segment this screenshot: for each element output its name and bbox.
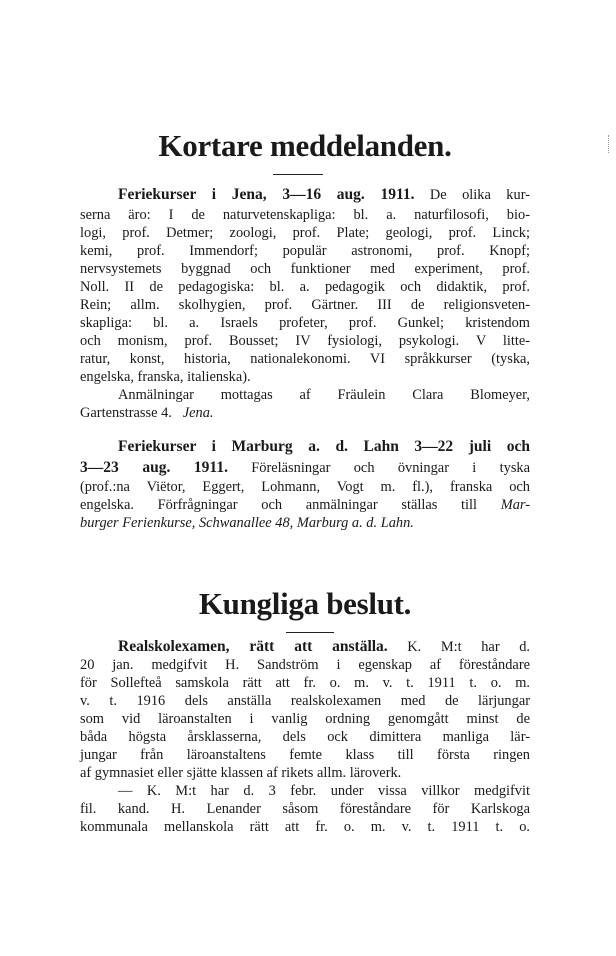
marburg-line-2: 3—23 aug. 1911. Föreläsningar och övningar i tyska: [80, 459, 530, 476]
page-edge-mark: [608, 135, 613, 153]
marburg-address-start: Mar-: [500, 497, 530, 513]
divider-rule: [286, 632, 334, 633]
real-line-8: af gymnasiet eller sjätte klassen af rikets allm. läroverk.: [80, 765, 402, 781]
real-line-6: båda högsta årsklasserna, dels ock dimittera manliga lär-: [80, 729, 530, 745]
real-title: Realskolexamen, rätt att anställa.: [118, 638, 388, 655]
jena-line-6: Noll. II de pedagogiska: bl. a. pedagogik och didaktik, prof.: [80, 279, 530, 295]
jena-line-10: ratur, konst, historia, nationalekonomi. VI språkkurser (tyska,: [80, 351, 530, 367]
divider-rule: [273, 174, 323, 175]
real-line-4: v. t. 1916 dels anställa realskolexamen med de lärjungar: [80, 693, 530, 709]
jena-line-3: logi, prof. Detmer; zoologi, prof. Plate; geologi, prof. Linck;: [80, 225, 530, 241]
jena-title: Feriekurser i Jena, 3—16 aug. 1911.: [118, 186, 415, 203]
real-line-5: som vid läroanstalten i vanlig ordning genomgått minst de: [80, 711, 530, 727]
heading-kortare-meddelanden: Kortare meddelanden.: [158, 128, 452, 163]
real-line-9: — K. M:t har d. 3 febr. under vissa villkor medgifvit: [118, 783, 530, 799]
heading-kungliga-beslut: Kungliga beslut.: [198, 586, 412, 621]
marburg-title-line-1: Feriekurser i Marburg a. d. Lahn 3—22 juli och: [118, 438, 530, 455]
real-line-10: fil. kand. H. Lenander såsom föreståndare för Karlskoga: [80, 801, 530, 817]
jena-line-7: Rein; allm. skolhygien, prof. Gärtner. III de religionsveten-: [80, 297, 530, 313]
real-line-1: Realskolexamen, rätt att anställa. K. M:t har d.: [118, 638, 530, 655]
real-line-11: kommunala mellanskola rätt att fr. o. m. v. t. 1911 t. o.: [80, 819, 530, 835]
jena-line-4: kemi, prof. Immendorf; populär astronomi, prof. Knopf;: [80, 243, 530, 259]
jena-line-11: engelska, franska, italienska).: [80, 369, 251, 385]
marburg-line-3: (prof.:na Viëtor, Eggert, Lohmann, Vogt m. fl.), franska och: [80, 479, 530, 495]
jena-line-8: skapliga: bl. a. Israels profeter, prof. Gunkel; kristendom: [80, 315, 530, 331]
marburg-title-line-2: 3—23 aug. 1911.: [80, 459, 228, 476]
jena-line-9: och monism, prof. Bousset; IV fysiologi, psykologi. V litte-: [80, 333, 530, 349]
real-line-7: jungar från läroanstaltens femte klass till första ringen: [80, 747, 530, 763]
marburg-line-4: engelska. Förfrågningar och anmälningar ställas till Mar-: [80, 497, 530, 513]
marburg-address: burger Ferienkurse, Schwanallee 48, Marburg a. d. Lahn.: [80, 515, 414, 531]
jena-line-13: Gartenstrasse 4. Jena.: [80, 405, 214, 421]
jena-city: Jena.: [182, 405, 214, 421]
jena-line-12: Anmälningar mottagas af Fräulein Clara Blomeyer,: [118, 387, 530, 403]
jena-line-5: nervsystemets byggnad och funktioner med experiment, prof.: [80, 261, 530, 277]
real-line-2: 20 jan. medgifvit H. Sandström i egenskap af föreståndare: [80, 657, 530, 673]
jena-line-1: Feriekurser i Jena, 3—16 aug. 1911. De olika kur-: [118, 186, 530, 203]
jena-line-2: serna äro: I de naturvetenskapliga: bl. a. naturfilosofi, bio-: [80, 207, 530, 223]
real-line-3: för Sollefteå samskola rätt att fr. o. m. v. t. 1911 t. o. m.: [80, 675, 530, 691]
